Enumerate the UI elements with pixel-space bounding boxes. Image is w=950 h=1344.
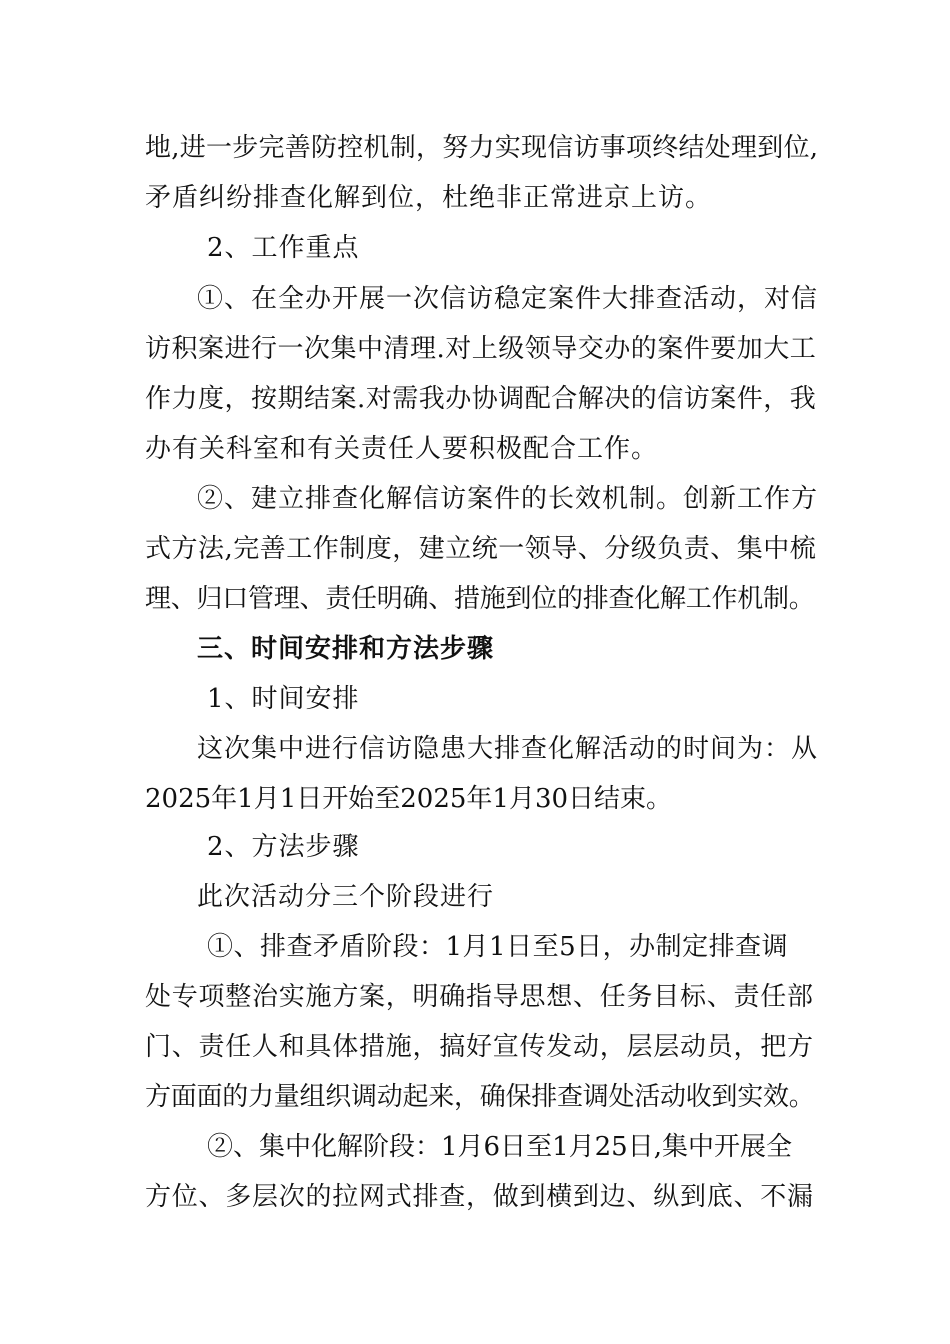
section-heading: 三、时间安排和方法步骤 xyxy=(197,634,495,664)
text-line: 矛盾纠纷排查化解到位，杜绝非正常进京上访。 xyxy=(145,183,713,213)
text-line: 式方法,完善工作制度，建立统一领导、分级负责、集中梳 xyxy=(145,534,817,564)
text-line: 门、责任人和具体措施，搞好宣传发动，层层动员，把方 xyxy=(145,1032,814,1062)
text-line: ②、集中化解阶段：1月6日至1月25日,集中开展全 xyxy=(207,1132,792,1162)
text-line: 2025年1月1日开始至2025年1月30日结束。 xyxy=(145,784,673,814)
subheading-work-focus: 2、工作重点 xyxy=(207,233,360,263)
text-line: ①、在全办开展一次信访稳定案件大排查活动，对信 xyxy=(197,284,819,314)
text-line: 此次活动分三个阶段进行 xyxy=(197,882,495,912)
text-line: 办有关科室和有关责任人要积极配合工作。 xyxy=(145,434,659,464)
text-line: 理、归口管理、责任明确、措施到位的排查化解工作机制。 xyxy=(145,584,815,614)
text-line: 作力度，按期结案.对需我办协调配合解决的信访案件，我 xyxy=(145,384,817,414)
text-line: 访积案进行一次集中清理.对上级领导交办的案件要加大工 xyxy=(145,334,817,364)
text-line: 方面面的力量组织调动起来，确保排查调处活动收到实效。 xyxy=(145,1082,815,1112)
text-line: ①、排查矛盾阶段：1月1日至5日，办制定排查调 xyxy=(207,932,789,962)
text-line: 这次集中进行信访隐患大排查化解活动的时间为：从 xyxy=(197,734,819,764)
text-line: 方位、多层次的拉网式排查，做到横到边、纵到底、不漏 xyxy=(145,1182,814,1212)
text-line: 处专项整治实施方案，明确指导思想、任务目标、责任部 xyxy=(145,982,814,1012)
subheading-method-steps: 2、方法步骤 xyxy=(207,832,360,862)
text-line: ②、建立排查化解信访案件的长效机制。创新工作方 xyxy=(197,484,819,514)
text-line: 地,进一步完善防控机制，努力实现信访事项终结处理到位, xyxy=(145,133,819,163)
subheading-time-schedule: 1、时间安排 xyxy=(207,684,360,714)
